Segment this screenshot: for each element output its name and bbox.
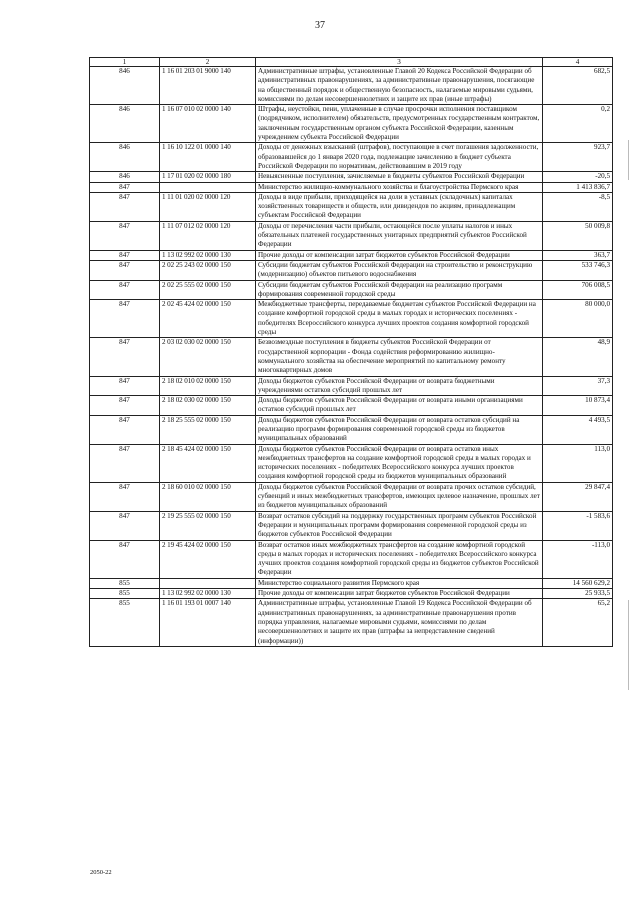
revenue-code-cell: 2 18 25 555 02 0000 150 (160, 415, 256, 444)
table-row (90, 540, 613, 578)
administrator-code-cell: 847 (90, 540, 160, 578)
administrator-code-cell: 855 (90, 589, 160, 599)
column-header: 1 (90, 58, 160, 67)
administrator-code-cell: 847 (90, 482, 160, 511)
table-row (90, 338, 613, 376)
amount-cell: -8,5 (543, 192, 613, 221)
revenue-description-cell: Доходы бюджетов субъектов Российской Федерации от возврата остатков иных межбюджетных трансфертов на создание комфортной городской среды в малых городах и исторических поселениях - победителях Всероссийского конкурса лучших проектов создания комфортной городской среды из бюджетов муниципальных образований (256, 444, 543, 482)
scan-edge-mark (628, 600, 629, 690)
amount-cell: 0,2 (543, 105, 613, 143)
revenue-description-cell: Доходы в виде прибыли, приходящейся на доли в уставных (складочных) капиталах хозяйственных товариществ и обществ, или дивидендов по акциям, принадлежащим субъектам Российской Федерации (256, 192, 543, 221)
administrator-code-cell: 846 (90, 105, 160, 143)
revenue-code-cell: 1 13 02 992 02 0000 130 (160, 589, 256, 599)
table-row (90, 376, 613, 396)
administrator-code-cell: 847 (90, 511, 160, 540)
revenue-description-cell: Прочие доходы от компенсации затрат бюджетов субъектов Российской Федерации (256, 589, 543, 599)
amount-cell: 29 847,4 (543, 482, 613, 511)
amount-cell: -113,0 (543, 540, 613, 578)
column-header: 4 (543, 58, 613, 67)
table-row (90, 300, 613, 338)
revenue-description-cell: Прочие доходы от компенсации затрат бюджетов субъектов Российской Федерации (256, 250, 543, 260)
amount-cell: 682,5 (543, 67, 613, 105)
revenue-description-cell: Административные штрафы, установленные Главой 19 Кодекса Российской Федерации об административных правонарушениях, за административные правонарушения против порядка управления, налагаемые мировыми судьями, комиссиями по делам несовершеннолетних и защите их прав (штрафы за непредставление сведений (информации)) (256, 599, 543, 646)
administrator-code-cell: 847 (90, 280, 160, 300)
table-row (90, 482, 613, 511)
administrator-code-cell: 846 (90, 172, 160, 182)
table-row (90, 182, 613, 192)
revenue-code-cell: 1 16 01 193 01 0007 140 (160, 599, 256, 646)
revenue-description-cell: Административные штрафы, установленные Главой 20 Кодекса Российской Федерации об административных правонарушениях, за административные правонарушения, посягающие на общественный порядок и общественную безопасность, налагаемые мировыми судьями, комиссиями по делам несовершеннолетних и защите их прав (иные штрафы) (256, 67, 543, 105)
revenue-description-cell: Доходы от денежных взысканий (штрафов), поступающие в счет погашения задолженности, образовавшейся до 1 января 2020 года, подлежащие зачислению в бюджет субъекта Российской Федерации по нормативам, действовавшим в 2019 году (256, 143, 543, 172)
revenue-code-cell: 2 18 60 010 02 0000 150 (160, 482, 256, 511)
table-row (90, 415, 613, 444)
revenue-description-cell: Доходы бюджетов субъектов Российской Федерации от возврата иными организациями остатков субсидий прошлых лет (256, 396, 543, 416)
revenue-code-cell (160, 578, 256, 588)
revenue-code-cell: 1 13 02 992 02 0000 130 (160, 250, 256, 260)
document-code: 2050-22 (90, 869, 112, 876)
revenue-description-cell: Доходы бюджетов субъектов Российской Федерации от возврата остатков субсидий на реализацию программ формирования современной городской среды из бюджетов муниципальных образований (256, 415, 543, 444)
revenue-description-cell: Министерство социального развития Пермского края (256, 578, 543, 588)
revenue-code-cell: 2 03 02 030 02 0000 150 (160, 338, 256, 376)
revenue-description-cell: Доходы бюджетов субъектов Российской Федерации от возврата бюджетными учреждениями остатков субсидий прошлых лет (256, 376, 543, 396)
revenue-code-cell: 1 16 10 122 01 0000 140 (160, 143, 256, 172)
administrator-code-cell: 846 (90, 67, 160, 105)
revenue-code-cell: 2 19 45 424 02 0000 150 (160, 540, 256, 578)
column-header: 2 (160, 58, 256, 67)
table-row (90, 260, 613, 280)
table-row (90, 105, 613, 143)
revenue-code-cell: 2 19 25 555 02 0000 150 (160, 511, 256, 540)
revenue-description-cell: Субсидии бюджетам субъектов Российской Федерации на реализацию программ формирования современной городской среды (256, 280, 543, 300)
amount-cell: 65,2 (543, 599, 613, 646)
table-row (90, 192, 613, 221)
table-row (90, 599, 613, 646)
amount-cell: 533 746,3 (543, 260, 613, 280)
table-row (90, 143, 613, 172)
table-row (90, 511, 613, 540)
revenue-description-cell: Межбюджетные трансферты, передаваемые бюджетам субъектов Российской Федерации на создание комфортной городской среды в малых городах и исторических поселениях - победителях Всероссийского конкурса лучших проектов создания комфортной городской среды (256, 300, 543, 338)
table-row (90, 578, 613, 588)
administrator-code-cell: 847 (90, 444, 160, 482)
revenue-description-cell: Доходы от перечисления части прибыли, остающейся после уплаты налогов и иных обязательных платежей государственных унитарных предприятий субъектов Российской Федерации (256, 221, 543, 250)
revenue-code-cell: 2 18 02 010 02 0000 150 (160, 376, 256, 396)
revenue-code-cell: 2 18 02 030 02 0000 150 (160, 396, 256, 416)
revenue-code-cell: 1 17 01 020 02 0000 180 (160, 172, 256, 182)
amount-cell: 10 873,4 (543, 396, 613, 416)
administrator-code-cell: 847 (90, 338, 160, 376)
page-number: 37 (315, 20, 325, 31)
table-row (90, 280, 613, 300)
table-row (90, 221, 613, 250)
amount-cell: 50 009,8 (543, 221, 613, 250)
amount-cell: 25 933,5 (543, 589, 613, 599)
administrator-code-cell: 847 (90, 415, 160, 444)
revenue-description-cell: Штрафы, неустойки, пени, уплаченные в случае просрочки исполнения поставщиком (подрядчиком, исполнителем) обязательств, предусмотренных государственным контрактом, заключенным государственным органом субъекта Российской Федерации, казенным учреждением субъекта Российской Федерации (256, 105, 543, 143)
revenue-code-cell: 1 11 01 020 02 0000 120 (160, 192, 256, 221)
revenue-code-cell (160, 182, 256, 192)
revenue-code-cell: 1 11 07 012 02 0000 120 (160, 221, 256, 250)
revenue-description-cell: Невыясненные поступления, зачисляемые в бюджеты субъектов Российской Федерации (256, 172, 543, 182)
amount-cell: 4 493,5 (543, 415, 613, 444)
administrator-code-cell: 855 (90, 599, 160, 646)
table-row (90, 396, 613, 416)
table-header-row (90, 58, 613, 67)
revenue-description-cell: Доходы бюджетов субъектов Российской Федерации от возврата прочих остатков субсидий, субвенций и иных межбюджетных трансфертов, имеющих целевое назначение, прошлых лет из бюджетов муниципальных образований (256, 482, 543, 511)
amount-cell: 1 413 836,7 (543, 182, 613, 192)
revenue-code-cell: 1 16 07 010 02 0000 140 (160, 105, 256, 143)
administrator-code-cell: 847 (90, 221, 160, 250)
administrator-code-cell: 847 (90, 182, 160, 192)
table-row (90, 250, 613, 260)
administrator-code-cell: 846 (90, 143, 160, 172)
revenue-description-cell: Субсидии бюджетам субъектов Российской Федерации на строительство и реконструкцию (модернизацию) объектов питьевого водоснабжения (256, 260, 543, 280)
revenue-code-cell: 2 18 45 424 02 0000 150 (160, 444, 256, 482)
column-header: 3 (256, 58, 543, 67)
amount-cell: 113,0 (543, 444, 613, 482)
administrator-code-cell: 847 (90, 376, 160, 396)
administrator-code-cell: 855 (90, 578, 160, 588)
amount-cell: 48,9 (543, 338, 613, 376)
revenue-description-cell: Безвозмездные поступления в бюджеты субъектов Российской Федерации от государственной корпорации - Фонда содействия реформированию жилищно-коммунального хозяйства на обеспечение мероприятий по капитальному ремонту многоквартирных домов (256, 338, 543, 376)
revenue-code-cell: 2 02 45 424 02 0000 150 (160, 300, 256, 338)
table-row (90, 172, 613, 182)
scan-edge-mark (628, 140, 629, 180)
revenue-table (89, 57, 613, 647)
amount-cell: 923,7 (543, 143, 613, 172)
amount-cell: 14 560 629,2 (543, 578, 613, 588)
amount-cell: -1 583,6 (543, 511, 613, 540)
amount-cell: -20,5 (543, 172, 613, 182)
table-row (90, 67, 613, 105)
administrator-code-cell: 847 (90, 260, 160, 280)
administrator-code-cell: 847 (90, 300, 160, 338)
revenue-code-cell: 2 02 25 555 02 0000 150 (160, 280, 256, 300)
administrator-code-cell: 847 (90, 396, 160, 416)
revenue-description-cell: Возврат остатков иных межбюджетных трансфертов на создание комфортной городской среды в малых городах и исторических поселениях - победителях Всероссийского конкурса лучших проектов создания комфортной городской среды из бюджетов субъектов Российской Федерации (256, 540, 543, 578)
amount-cell: 706 008,5 (543, 280, 613, 300)
amount-cell: 80 000,0 (543, 300, 613, 338)
revenue-code-cell: 1 16 01 203 01 9000 140 (160, 67, 256, 105)
revenue-code-cell: 2 02 25 243 02 0000 150 (160, 260, 256, 280)
table-row (90, 444, 613, 482)
revenue-description-cell: Министерство жилищно-коммунального хозяйства и благоустройства Пермского края (256, 182, 543, 192)
administrator-code-cell: 847 (90, 192, 160, 221)
administrator-code-cell: 847 (90, 250, 160, 260)
amount-cell: 37,3 (543, 376, 613, 396)
revenue-description-cell: Возврат остатков субсидий на поддержку государственных программ субъектов Российской Федерации и муниципальных программ формирования современной городской среды из бюджетов субъектов Российской Федерации (256, 511, 543, 540)
table-row (90, 589, 613, 599)
amount-cell: 363,7 (543, 250, 613, 260)
